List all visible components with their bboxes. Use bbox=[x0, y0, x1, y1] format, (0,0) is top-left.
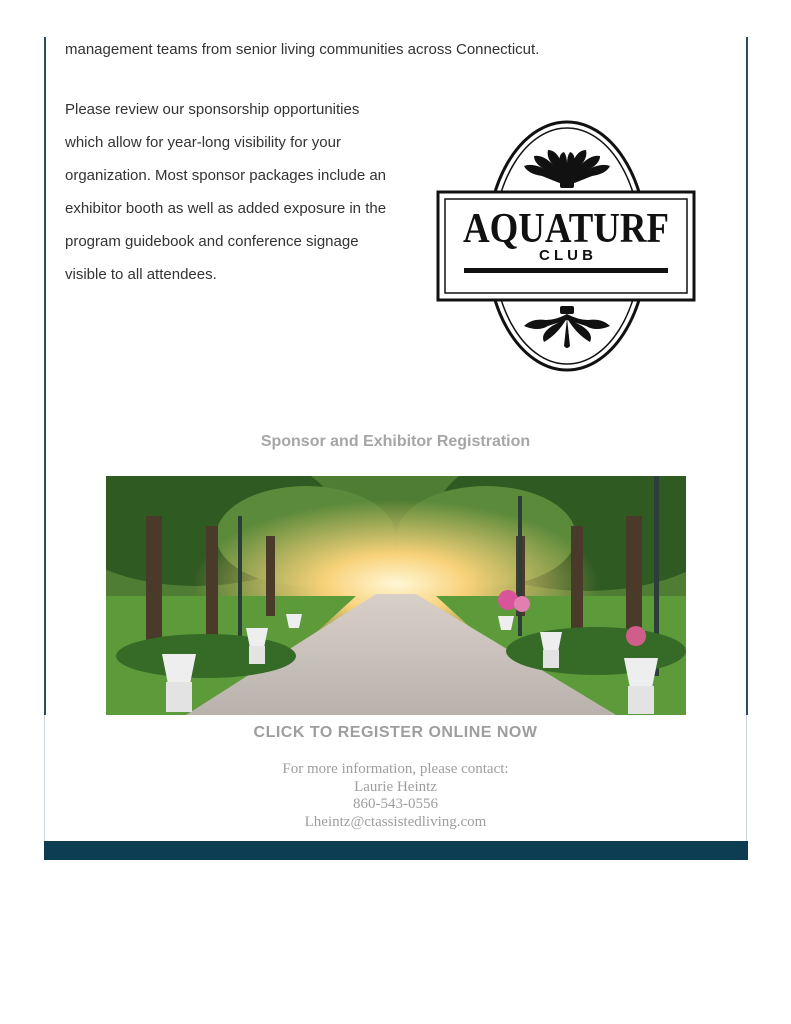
contact-info bbox=[0, 761, 791, 832]
contact-name: Laurie Heintz bbox=[354, 778, 437, 795]
contact-email-link[interactable]: Lheintz@ctassistedliving.com bbox=[304, 814, 487, 831]
card-left-border bbox=[44, 37, 46, 715]
register-online-link[interactable]: CLICK TO REGISTER ONLINE NOW bbox=[253, 724, 538, 741]
card-right-border bbox=[746, 37, 748, 715]
contact-phone: 860-543-0556 bbox=[353, 796, 438, 813]
logo-name-text: AQUATURF bbox=[463, 206, 669, 252]
logo-sub-text: C L U B bbox=[539, 247, 593, 264]
intro-text-tail: management teams from senior living communities across Connecticut. bbox=[65, 41, 540, 58]
footer-bar bbox=[44, 841, 748, 860]
sponsorship-paragraph: Please review our sponsorship opportunities which allow for year-long visibility for your organization. Most sponsor packages include an exhibitor booth as well as added exposure in the program guidebook and conference signage visible to all attendees. bbox=[65, 101, 387, 283]
aquaturf-club-logo bbox=[436, 120, 698, 372]
tree-lined-path-photo bbox=[106, 476, 686, 715]
registration-heading: Sponsor and Exhibitor Registration bbox=[260, 433, 531, 450]
contact-intro: For more information, please contact: bbox=[282, 761, 509, 777]
